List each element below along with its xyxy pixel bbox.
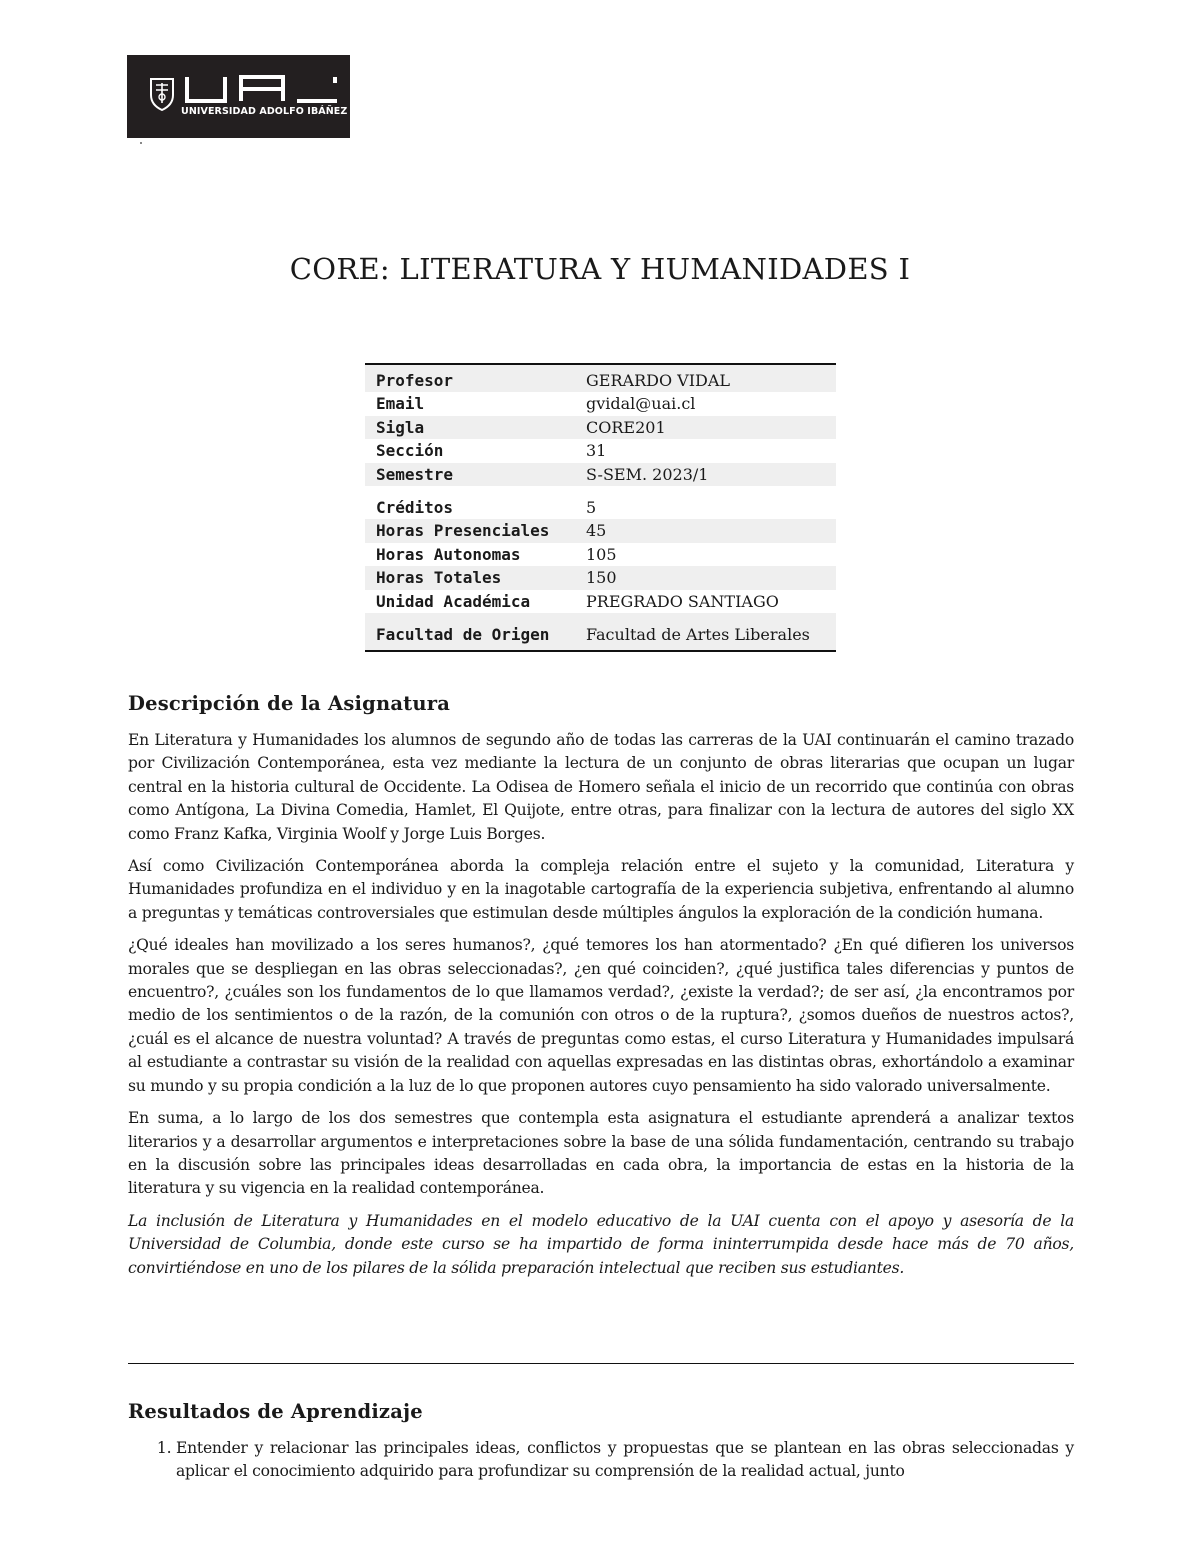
table-row [365, 416, 836, 439]
paragraph: Así como Civilización Contemporánea aborda la compleja relación entre el sujeto y la comunidad, Literatura y Humanidades profundiza en el individuo y en la inagotable cartografía de la experiencia subjetiva, enfrentando al alumno a preguntas y temáticas controversiales que estimulan desde múltiples ángulos la exploración de la condición humana. [128, 857, 1074, 922]
row-value: S-SEM. 2023/1 [586, 463, 836, 486]
description-section [128, 692, 1074, 1289]
table-row [365, 543, 836, 566]
table-row [365, 519, 836, 542]
row-value: PREGRADO SANTIAGO [586, 591, 779, 611]
crest-icon [148, 77, 176, 111]
row-label: Sigla [365, 416, 586, 439]
section-heading: Descripción de la Asignatura [128, 692, 451, 715]
row-value: 105 [586, 544, 617, 564]
row-label: Profesor [365, 364, 586, 392]
paragraph: En suma, a lo largo de los dos semestres que contempla esta asignatura el estudiante aprenderá a analizar textos literarios y a desarrollar argumentos e interpretaciones sobre la base de una sólida fundamentación, centrando su trabajo en la discusión sobre las principales ideas desarrolladas en cada obra, la importancia de estas en la historia de la literatura y su vigencia en la realidad contemporánea. [128, 1109, 1074, 1198]
row-value: 5 [586, 498, 597, 518]
italic-note: La inclusión de Literatura y Humanidades en el modelo educativo de la UAI cuenta con el apoyo y asesoría de la Universidad de Columbia, donde este curso se ha impartido de forma ininterrumpida desde hace más de 70 años, convirtiéndose en uno de los pilares de la sólida preparación intelectual que reciben sus estudiantes. [128, 1211, 1074, 1277]
row-label: Unidad Académica [376, 591, 531, 611]
paragraph: En Literatura y Humanidades los alumnos de segundo año de todas las carreras de la UAI continuarán el camino trazado por Civilización Contemporánea, esta vez mediante la lectura de un conjunto de obras literarias que ocupan un lugar central en la historia cultural de Occidente. La Odisea de Homero señala el inicio de un recorrido que continúa con obras como Antígona, La Divina Comedia, Hamlet, El Quijote, entre otras, para finalizar con la lectura de autores del siglo XX como Franz Kafka, Virginia Woolf y Jorge Luis Borges. [128, 731, 1074, 843]
row-value: Facultad de Artes Liberales [586, 613, 836, 651]
course-info-table [365, 363, 836, 652]
section-divider [128, 1363, 1074, 1364]
row-value: 45 [586, 519, 836, 542]
table-row [365, 463, 836, 486]
row-label: Facultad de Origen [365, 613, 586, 651]
university-name: UNIVERSIDAD ADOLFO IBÁÑEZ [181, 106, 348, 117]
section-heading: Resultados de Aprendizaje [128, 1400, 423, 1423]
row-label: Créditos [376, 498, 454, 518]
page-title: CORE: LITERATURA Y HUMANIDADES I [289, 252, 911, 286]
logo-mark-dot [140, 142, 142, 144]
paragraph: ¿Qué ideales han movilizado a los seres humanos?, ¿qué temores los han atormentado? ¿En qué difieren los universos morales que se despliegan en las obras seleccionadas?, ¿en qué coinciden?, ¿qué justifica tales diferencias y puntos de encuentro?, ¿cuáles son los fundamentos de lo que llamamos verdad?, ¿existe la verdad?; de ser así, ¿la encontramos por medio de los sentimientos o de la razón, de la comunión con otros o de la ruptura?, ¿somos dueños de nuestros actos?, ¿cuál es el alcance de nuestra voluntad? A través de preguntas como estas, el curso Literatura y Humanidades impulsará al estudiante a contrastar su visión de la realidad con aquellas expresadas en las distintas obras, exhortándolo a examinar su mundo y su propia condición a la luz de lo que proponen autores cuyo pensamiento ha sido valorado universalmente. [128, 936, 1074, 1095]
uai-wordmark-icon [185, 75, 341, 103]
row-value: 150 [586, 566, 836, 589]
learning-outcomes-section [128, 1400, 1074, 1484]
table-row [365, 439, 836, 462]
row-value: GERARDO VIDAL [586, 364, 836, 392]
row-label: Sección [376, 441, 444, 461]
list-item: 1. Entender y relacionar las principales ideas, conflictos y propuestas que se plantean en las obras seleccionadas y aplicar el conocimiento adquirido para profundizar su comprensión de la realidad actual, junto [176, 1437, 1074, 1484]
table-row [365, 590, 836, 613]
table-row [365, 486, 836, 519]
table-row [365, 566, 836, 589]
row-value: 31 [586, 441, 607, 461]
outcomes-list [128, 1437, 1074, 1484]
row-label: Semestre [365, 463, 586, 486]
row-label: Horas Autonomas [376, 544, 521, 564]
table-row [365, 364, 836, 392]
row-value: gvidal@uai.cl [586, 394, 696, 414]
row-value: CORE201 [586, 416, 836, 439]
row-label: Email [376, 394, 425, 414]
table-row [365, 613, 836, 651]
university-logo [127, 55, 350, 138]
table-row [365, 392, 836, 415]
row-label: Horas Totales [365, 566, 586, 589]
row-label: Horas Presenciales [365, 519, 586, 542]
